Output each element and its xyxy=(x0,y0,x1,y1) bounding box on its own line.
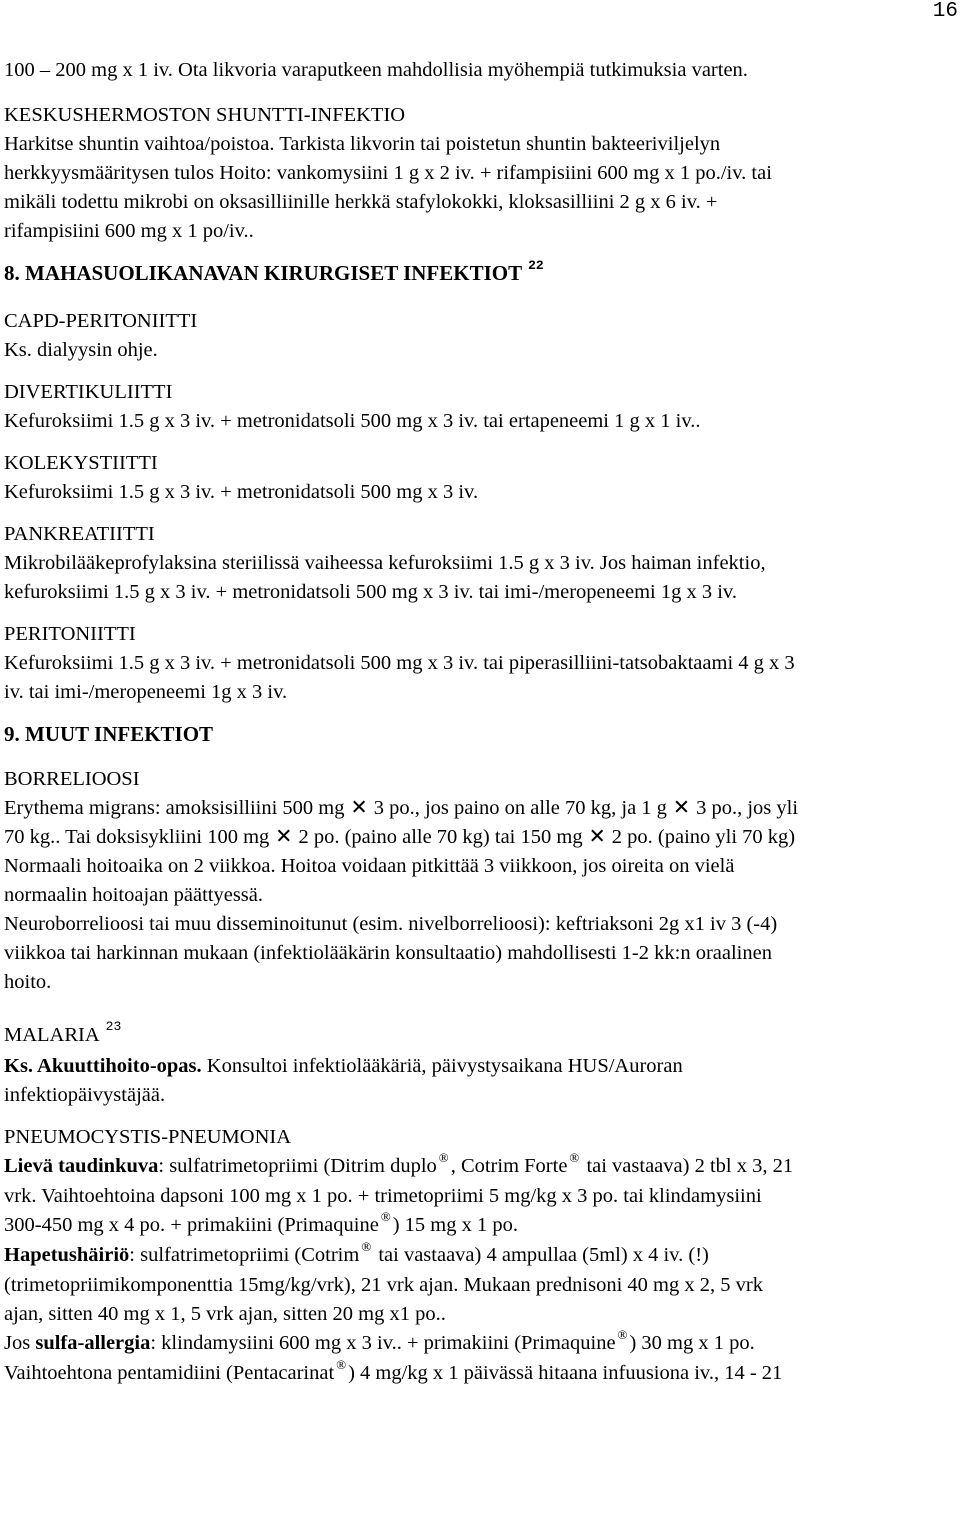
malaria-line: infektiopäivystäjää. xyxy=(4,1084,166,1106)
registered-icon: ® xyxy=(380,1209,391,1224)
peritoniitti-line: iv. tai imi-/meropeneemi 1g x 3 iv. xyxy=(4,681,288,703)
times-icon: ✕ xyxy=(350,797,368,819)
pankreatiitti-line: kefuroksiimi 1.5 g x 3 iv. + metronidatsoli 500 mg x 3 iv. tai imi-/meropeneemi 1g x 3 iv. xyxy=(4,581,737,603)
malaria-line: Ks. Akuuttihoito-opas. Konsultoi infektiolääkäriä, päivystysaikana HUS/Auroran xyxy=(4,1055,683,1077)
borrelioosi-heading: BORRELIOOSI xyxy=(4,768,140,790)
pneumocystis-line: Hapetushäiriö: sulfatrimetopriimi (Cotrim ® tai vastaava) 4 ampullaa (5ml) x 4 iv. (!) xyxy=(4,1239,709,1266)
kolekystiitti-text: Kefuroksiimi 1.5 g x 3 iv. + metronidatsoli 500 mg x 3 iv. xyxy=(4,481,479,503)
peritoniitti-heading: PERITONIITTI xyxy=(4,623,136,645)
shunt-line: Harkitse shuntin vaihtoa/poistoa. Tarkista likvorin tai poistetun shuntin bakteeriviljelyn xyxy=(4,133,721,155)
capd-text: Ks. dialyysin ohje. xyxy=(4,339,158,361)
shunt-line: herkkyysmääritysen tulos Hoito: vankomysiini 1 g x 2 iv. + rifampisiini 600 mg x 1 po./iv. tai xyxy=(4,162,772,184)
document-body xyxy=(4,56,954,1389)
page-number: 16 xyxy=(932,0,958,23)
section-8-title: 8. MAHASUOLIKANAVAN KIRURGISET INFEKTIOT $^{22}$ xyxy=(4,258,544,285)
times-icon: ✕ xyxy=(588,826,606,848)
malaria-ref: 23 xyxy=(105,1019,122,1034)
shunt-line: rifampisiini 600 mg x 1 po/iv.. xyxy=(4,220,254,242)
times-icon: ✕ xyxy=(275,826,293,848)
registered-icon: ® xyxy=(569,1150,580,1165)
registered-icon: ® xyxy=(361,1239,372,1254)
pneumocystis-heading: PNEUMOCYSTIS-PNEUMONIA xyxy=(4,1126,292,1148)
peritoniitti-line: Kefuroksiimi 1.5 g x 3 iv. + metronidatsoli 500 mg x 3 iv. tai piperasilliini-tatsobaktaami 4 g x 3 xyxy=(4,652,795,674)
borrelioosi-line: Normaali hoitoaika on 2 viikkoa. Hoitoa voidaan pitkittää 3 viikkoon, jos oireita on vielä xyxy=(4,855,735,877)
shunt-line: mikäli todettu mikrobi on oksasilliinille herkkä stafylokokki, kloksasilliini 2 g x 6 iv. + xyxy=(4,191,718,213)
shunt-heading: KESKUSHERMOSTON SHUNTTI-INFEKTIO xyxy=(4,104,406,126)
registered-icon: ® xyxy=(617,1327,628,1342)
borrelioosi-line: Erythema migrans: amoksisilliini 500 mg ✕ 3 po., jos paino on alle 70 kg, ja 1 g ✕ 3 po., jos yli xyxy=(4,797,799,819)
pankreatiitti-heading: PANKREATIITTI xyxy=(4,523,155,545)
registered-icon: ® xyxy=(336,1357,347,1372)
malaria-heading: MALARIA $^{23}$ xyxy=(4,1019,122,1046)
section-9-title: 9. MUUT INFEKTIOT xyxy=(4,722,214,746)
divertikuliitti-heading: DIVERTIKULIITTI xyxy=(4,381,173,403)
pankreatiitti-line: Mikrobilääkeprofylaksina steriilissä vaiheessa kefuroksiimi 1.5 g x 3 iv. Jos haiman infektio, xyxy=(4,552,766,574)
section-8-ref: 22 xyxy=(528,258,544,273)
kolekystiitti-heading: KOLEKYSTIITTI xyxy=(4,452,158,474)
pneumocystis-line: Lievä taudinkuva: sulfatrimetopriimi (Ditrim duplo ®, Cotrim Forte ® tai vastaava) 2 tbl x 3, 21 xyxy=(4,1150,794,1177)
pneumocystis-line: vrk. Vaihtoehtoina dapsoni 100 mg x 1 po. + trimetopriimi 5 mg/kg x 3 po. tai klindamysiini xyxy=(4,1185,762,1207)
borrelioosi-line: viikkoa tai harkinnan mukaan (infektiolääkärin konsultaatio) mahdollisesti 1-2 kk:n oraalinen xyxy=(4,942,772,964)
borrelioosi-line: normaalin hoitoajan päättyessä. xyxy=(4,884,264,906)
capd-heading: CAPD-PERITONIITTI xyxy=(4,310,198,332)
pneumocystis-line: ajan, sitten 40 mg x 1, 5 vrk ajan, sitten 20 mg x1 po.. xyxy=(4,1303,446,1325)
borrelioosi-line: 70 kg.. Tai doksisykliini 100 mg ✕ 2 po. (paino alle 70 kg) tai 150 mg ✕ 2 po. (paino yli 70 kg) xyxy=(4,826,796,848)
times-icon: ✕ xyxy=(672,797,691,819)
pneumocystis-line: Jos sulfa-allergia: klindamysiini 600 mg x 3 iv.. + primakiini (Primaquine ®) 30 mg x 1 po. xyxy=(4,1327,755,1354)
divertikuliitti-text: Kefuroksiimi 1.5 g x 3 iv. + metronidatsoli 500 mg x 3 iv. tai ertapeneemi 1 g x 1 iv.. xyxy=(4,410,701,432)
borrelioosi-line: hoito. xyxy=(4,971,52,993)
borrelioosi-line: Neuroborrelioosi tai muu disseminoitunut (esim. nivelborrelioosi): keftriaksoni 2g x1 iv 3 (-4) xyxy=(4,913,778,935)
pneumocystis-line: 300-450 mg x 4 po. + primakiini (Primaquine ®) 15 mg x 1 po. xyxy=(4,1209,518,1236)
intro-line: 100 – 200 mg x 1 iv. Ota likvoria varaputkeen mahdollisia myöhempiä tutkimuksia varten. xyxy=(4,59,748,81)
pneumocystis-line: Vaihtoehtona pentamidiini (Pentacarinat ®) 4 mg/kg x 1 päivässä hitaana infuusiona iv., 14 - 21 xyxy=(4,1357,783,1384)
registered-icon: ® xyxy=(438,1150,449,1165)
pneumocystis-line: (trimetopriimikomponenttia 15mg/kg/vrk), 21 vrk ajan. Mukaan prednisoni 40 mg x 2, 5 vrk xyxy=(4,1274,763,1296)
